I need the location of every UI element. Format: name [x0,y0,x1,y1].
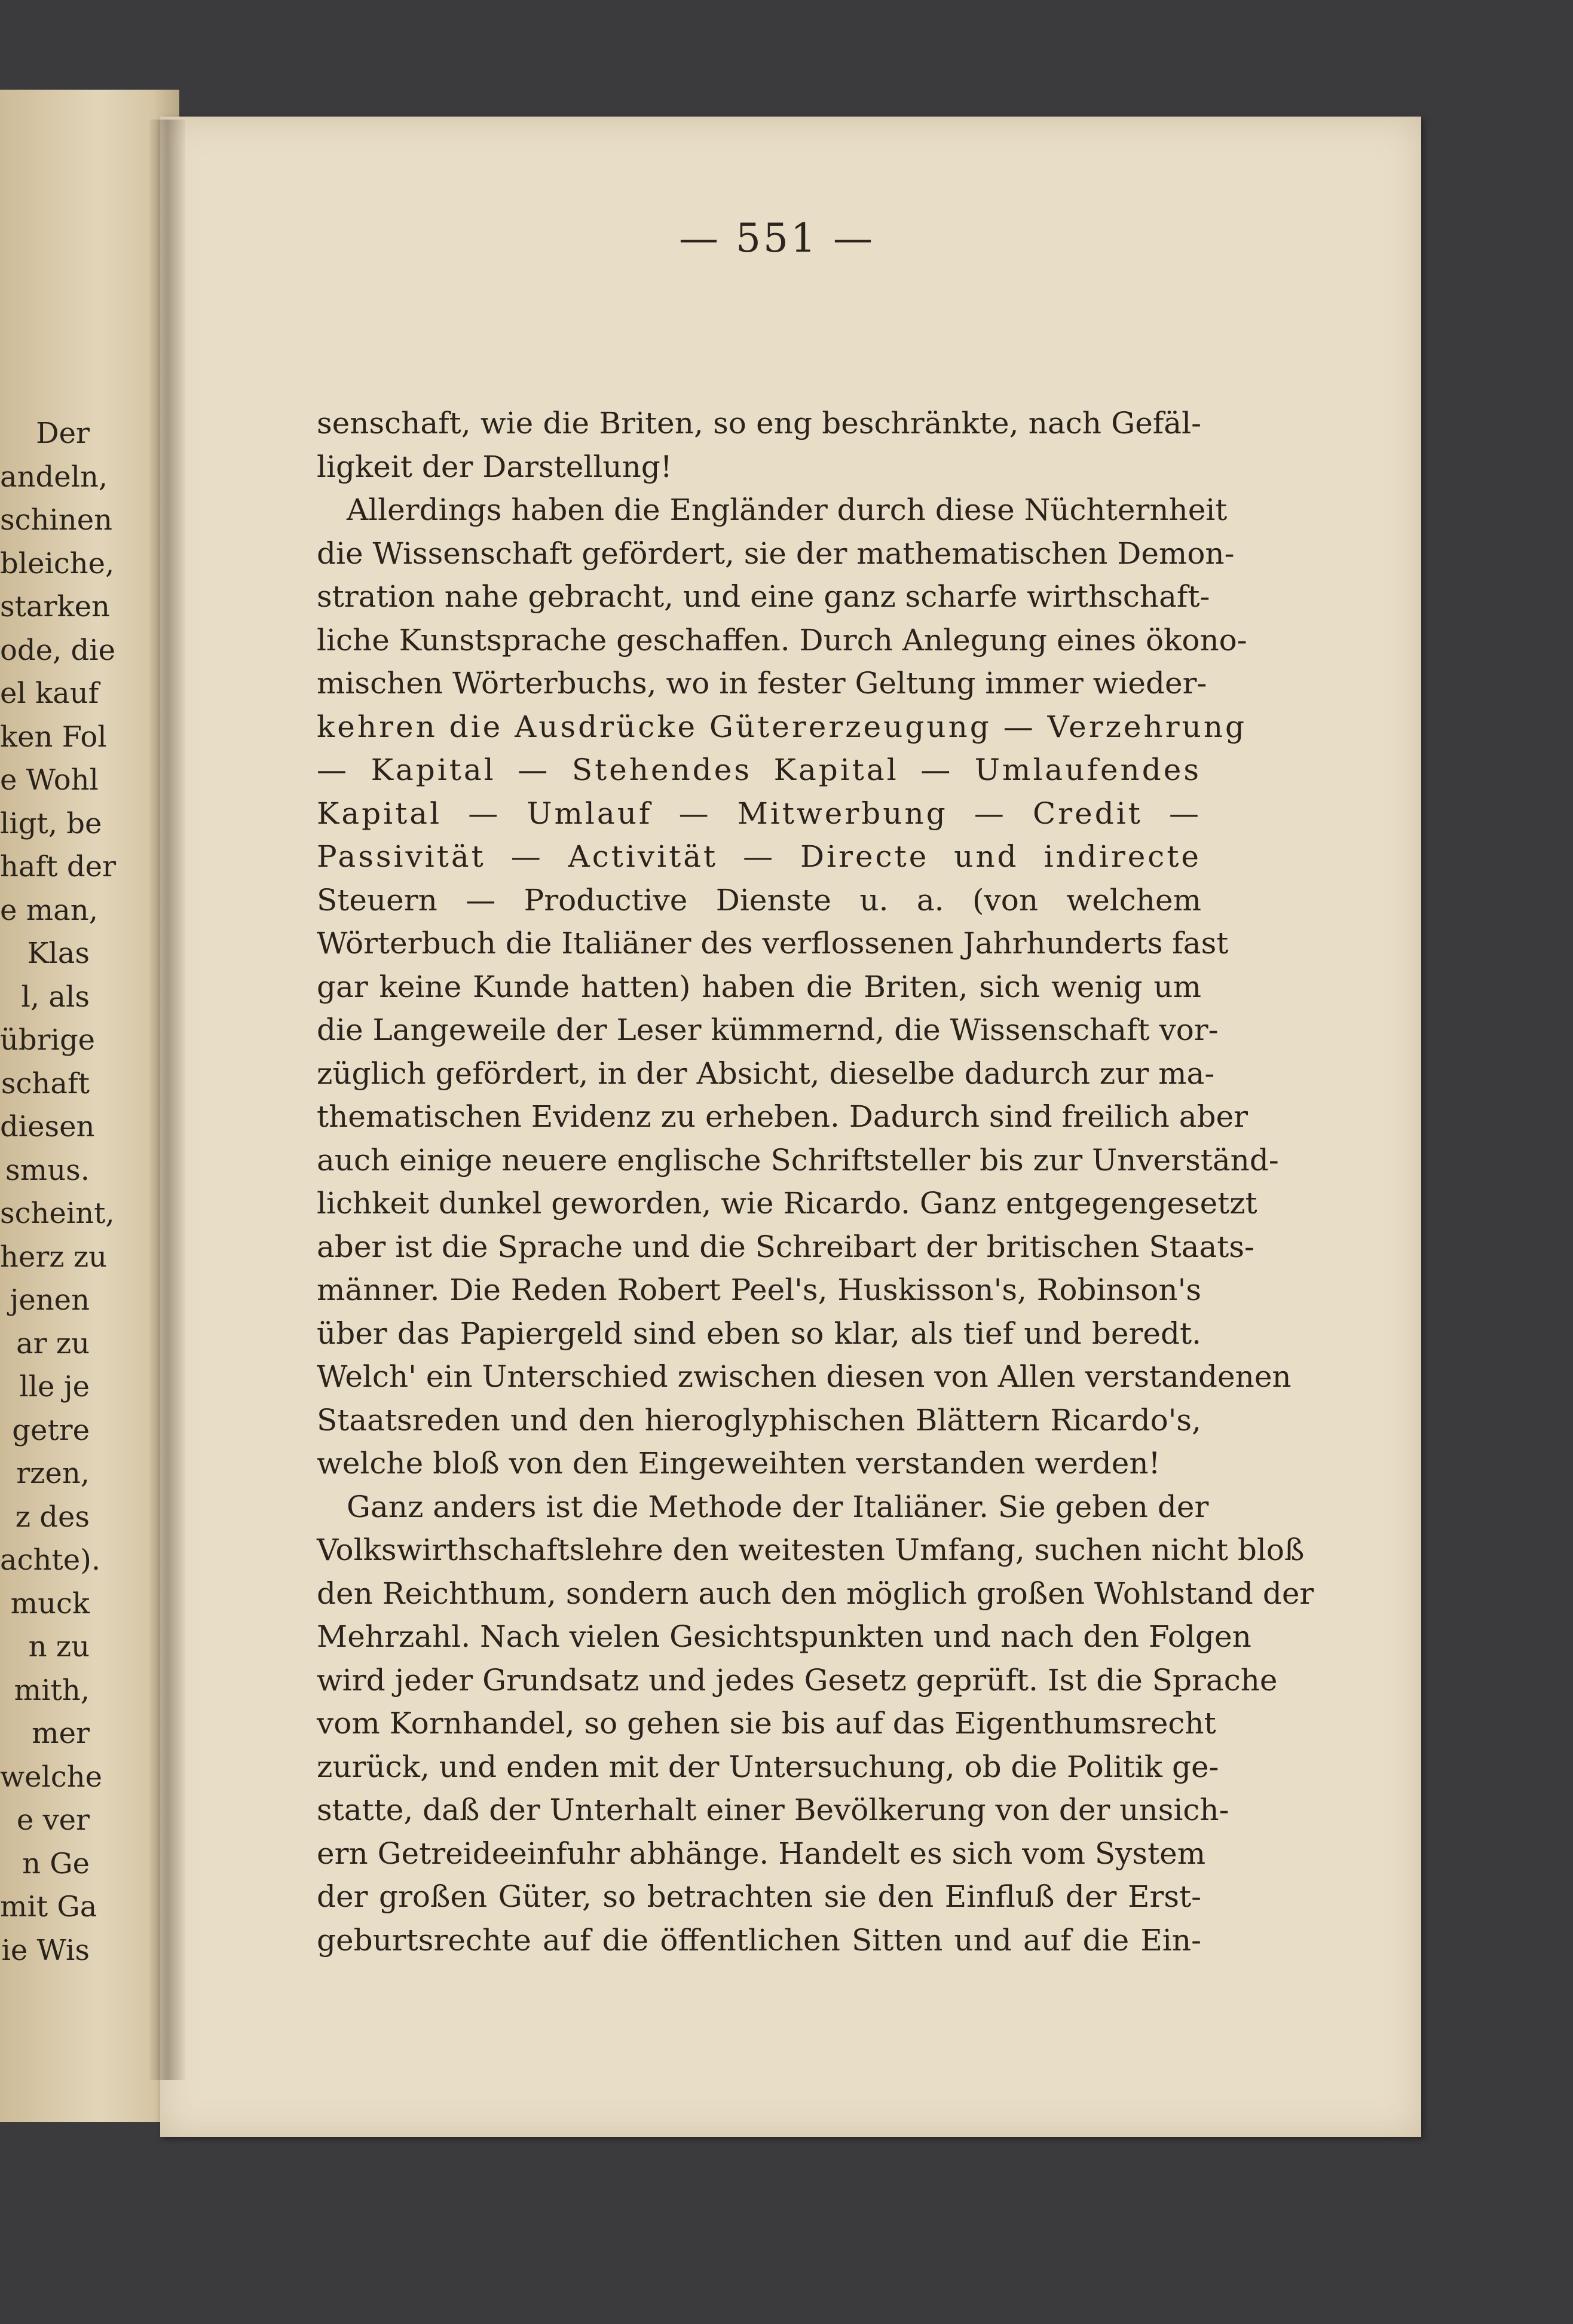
left-page-line: ode, die [0,634,116,667]
text-line: Kapital — Umlauf — Mitwerbung — Credit — [317,796,1201,831]
left-page-line: el kauf [0,677,99,710]
left-page-line: Der [36,417,90,450]
left-page-line: lle je [19,1370,90,1403]
left-page-line: ie Wis [1,1934,90,1967]
left-page-line: haft der [0,850,116,883]
text-line: über das Papiergeld sind eben so klar, als tief und beredt. [317,1316,1201,1351]
text-line: Staatsreden und den hieroglyphischen Blättern Ricardo's, [317,1402,1201,1438]
left-page-line: jenen [10,1283,90,1317]
left-page-line: getre [12,1414,90,1447]
left-page-line: n zu [28,1630,90,1664]
left-page-line: rzen, [16,1457,90,1490]
text-line: aber ist die Sprache und die Schreibart der britischen Staats- [317,1229,1254,1264]
left-page-line: ar zu [16,1327,90,1360]
text-line: Volkswirthschaftslehre den weitesten Umfang, suchen nicht bloß [317,1533,1305,1567]
left-page-line: muck [10,1587,90,1620]
text-line: männer. Die Reden Robert Peel's, Huskisson's, Robinson's [317,1273,1201,1307]
left-page-line: mer [32,1717,90,1750]
left-page-line: e Wohl [0,763,99,797]
left-page-line: andeln, [0,460,108,494]
page-number: — 551 — [679,215,875,261]
text-line: der großen Güter, so betrachten sie den Einfluß der Erst- [317,1879,1201,1914]
text-line: Wörterbuch die Italiäner des verflossenen Jahrhunderts fast [317,926,1229,961]
left-page-line: mith, [14,1674,90,1707]
body-text [317,402,1314,1962]
text-line: ern Getreideeinfuhr abhänge. Handelt es sich vom System [317,1836,1206,1871]
text-line: wird jeder Grundsatz und jedes Gesetz geprüft. Ist die Sprache [317,1662,1278,1698]
left-page-line: übrige [0,1023,96,1057]
text-line: Mehrzahl. Nach vielen Gesichtspunkten und nach den Folgen [317,1619,1251,1654]
text-line: zurück, und enden mit der Untersuchung, ob die Politik ge- [317,1749,1219,1784]
text-line: Allerdings haben die Engländer durch diese Nüchternheit [347,493,1228,527]
left-page-line: z des [15,1500,90,1534]
text-line: den Reichthum, sondern auch den möglich großen Wohlstand der [317,1576,1314,1611]
left-page-line: e ver [16,1803,90,1837]
left-page-line: schaft [1,1067,90,1100]
left-page-line: bleiche, [0,547,115,580]
text-line: Steuern — Productive Dienste u. a. (von welchem [317,882,1201,918]
text-line: die Wissenschaft gefördert, sie der mathematischen Demon- [317,536,1235,571]
text-line: stration nahe gebracht, und eine ganz scharfe wirthschaft- [317,579,1210,614]
left-page-line: diesen [0,1110,95,1143]
book-gutter [149,120,185,2080]
text-line: mischen Wörterbuchs, wo in fester Geltung immer wieder- [317,666,1207,701]
left-page-line: Klas [27,937,90,970]
text-line: Ganz anders ist die Methode der Italiäner. Sie geben der [347,1489,1209,1524]
left-page-line: welche [0,1760,103,1794]
text-line: lichkeit dunkel geworden, wie Ricardo. Ganz entgegengesetzt [317,1186,1257,1221]
text-line: — Kapital — Stehendes Kapital — Umlaufendes [317,753,1201,787]
text-line: Welch' ein Unterschied zwischen diesen von Allen verstandenen [317,1359,1292,1394]
left-page-line: schinen [0,503,113,537]
left-page-line: l, als [21,980,90,1014]
left-page-line: starken [0,590,110,623]
left-page-line: n Ge [22,1847,90,1880]
left-page-line: ken Fol [0,720,107,754]
text-line: gar keine Kunde hatten) haben die Briten, sich wenig um [317,969,1201,1004]
text-line: die Langeweile der Leser kümmernd, die Wissenschaft vor- [317,1013,1219,1047]
left-page-line: achte). [0,1543,101,1577]
text-line: geburtsrechte auf die öffentlichen Sitten und auf die Ein- [317,1922,1201,1958]
left-page-line: herz zu [0,1240,108,1274]
text-line: Passivität — Activität — Directe und indirecte [317,839,1201,874]
text-line: kehren die Ausdrücke Gütererzeugung — Verzehrung [317,709,1247,744]
text-line: ligkeit der Darstellung! [317,449,672,484]
text-line: senschaft, wie die Briten, so eng beschränkte, nach Gefäl- [317,406,1201,441]
text-line: liche Kunstsprache geschaffen. Durch Anlegung eines ökono- [317,622,1247,658]
left-page-line: mit Ga [0,1890,97,1924]
text-line: auch einige neuere englische Schriftsteller bis zur Unverständ- [317,1142,1279,1178]
text-line: statte, daß der Unterhalt einer Bevölkerung von der unsich- [317,1793,1229,1827]
text-line: welche bloß von den Eingeweihten verstanden werden! [317,1446,1161,1481]
left-page-line: ligt, be [0,807,102,840]
text-line: vom Kornhandel, so gehen sie bis auf das Eigenthumsrecht [317,1706,1216,1741]
text-line: thematischen Evidenz zu erheben. Dadurch sind freilich aber [317,1099,1248,1134]
left-page-line: smus. [5,1154,90,1187]
left-page-line: scheint, [0,1197,115,1230]
left-page-line: e man, [0,894,98,927]
text-line: züglich gefördert, in der Absicht, dieselbe dadurch zur ma- [317,1056,1215,1091]
